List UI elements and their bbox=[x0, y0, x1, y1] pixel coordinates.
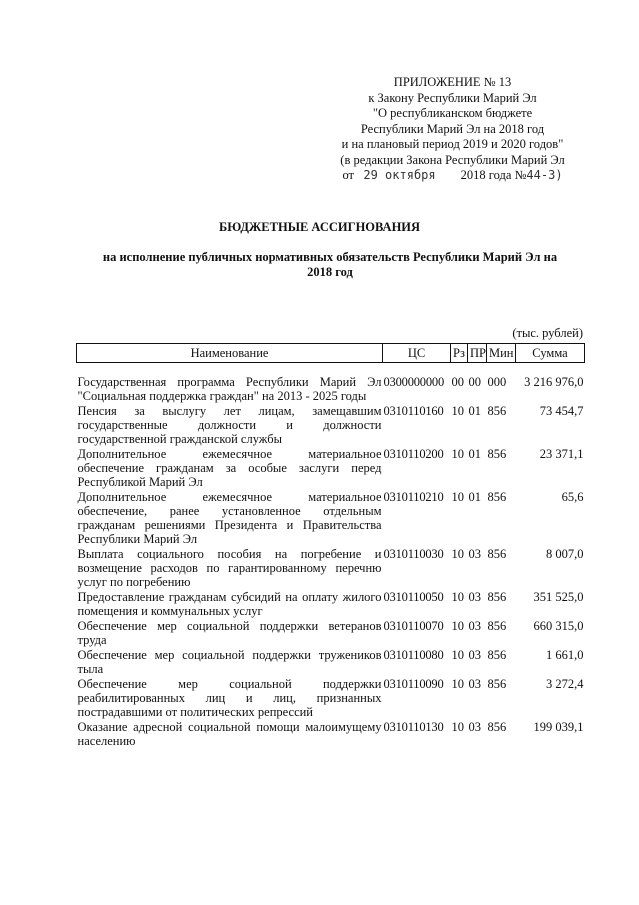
table-row bbox=[77, 363, 585, 405]
cell-cs: 0310110070 bbox=[383, 619, 444, 633]
cell-sum: 65,6 bbox=[561, 490, 584, 504]
header-name: Наименование bbox=[77, 344, 383, 363]
cell-cs: 0310110050 bbox=[383, 590, 444, 604]
cell-sum: 8 007,0 bbox=[546, 547, 584, 561]
appendix-line: к Закону Республики Марий Эл bbox=[368, 90, 537, 105]
cell-pr: 03 bbox=[468, 547, 481, 561]
cell-cs: 0310110030 bbox=[383, 547, 444, 561]
cell-pr: 01 bbox=[468, 404, 481, 418]
cell-sum: 23 371,1 bbox=[539, 447, 584, 461]
table-row bbox=[77, 490, 585, 547]
table-row bbox=[77, 590, 585, 619]
units-label: (тыс. рублей) bbox=[512, 326, 583, 340]
cell-pr: 00 bbox=[468, 375, 481, 389]
table-row bbox=[77, 648, 585, 677]
appendix-line: и на плановый период 2019 и 2020 годов" bbox=[341, 137, 564, 151]
cell-cs: 0310110160 bbox=[383, 404, 444, 418]
cell-sum: 199 039,1 bbox=[533, 720, 584, 734]
cell-name: Пенсия за выслугу лет лицам, замещавшим государственные должности и должности государственной гражданской службы bbox=[77, 404, 382, 446]
cell-rz: 10 bbox=[451, 619, 464, 633]
cell-pr: 03 bbox=[468, 648, 481, 662]
cell-cs: 0310110210 bbox=[383, 490, 444, 504]
cell-min: 856 bbox=[487, 547, 507, 561]
cell-rz: 10 bbox=[451, 590, 464, 604]
table-row bbox=[77, 677, 585, 720]
cell-min: 856 bbox=[487, 590, 507, 604]
header-sum: Сумма bbox=[516, 344, 585, 363]
cell-min: 856 bbox=[487, 677, 507, 691]
table-header-row bbox=[77, 344, 585, 363]
cell-name: Дополнительное ежемесячное материальное обеспечение гражданам за особые заслуги перед Республикой Марий Эл bbox=[77, 447, 382, 489]
cell-name: Обеспечение мер социальной поддержки реабилитированных лиц и лиц, признанных пострадавшими от политических репрессий bbox=[77, 677, 382, 719]
cell-pr: 03 bbox=[468, 720, 481, 734]
cell-pr: 03 bbox=[468, 619, 481, 633]
date-day: 29 октября bbox=[363, 168, 436, 182]
cell-cs: 0310110080 bbox=[383, 648, 444, 662]
cell-name: Предоставление гражданам субсидий на оплату жилого помещения и коммунальных услуг bbox=[77, 590, 382, 618]
cell-cs: 0310110200 bbox=[383, 447, 444, 461]
table-row bbox=[77, 447, 585, 490]
cell-cs: 0300000000 bbox=[383, 375, 445, 389]
cell-sum: 3 272,4 bbox=[546, 677, 584, 691]
appendix-date-line bbox=[330, 168, 575, 184]
cell-sum: 660 315,0 bbox=[533, 619, 584, 633]
cell-name: Оказание адресной социальной помощи малоимущему населению bbox=[77, 720, 382, 748]
cell-name: Обеспечение мер социальной поддержки тружеников тыла bbox=[77, 648, 382, 676]
appendix-block bbox=[330, 75, 575, 184]
cell-name: Выплата социального пособия на погребение и возмещение расходов по гарантированному перечню услуг по погребению bbox=[77, 547, 382, 589]
cell-rz: 00 bbox=[451, 375, 464, 389]
cell-min: 856 bbox=[487, 720, 507, 734]
appendix-line: "О республиканском бюджете bbox=[372, 106, 533, 120]
cell-name: Дополнительное ежемесячное материальное обеспечение, ранее установленное отдельным гражданам решениями Президента и Правительства Республики Марий Эл bbox=[77, 490, 382, 546]
cell-rz: 10 bbox=[451, 490, 464, 504]
cell-name: Обеспечение мер социальной поддержки ветеранов труда bbox=[77, 619, 382, 647]
table-body bbox=[77, 363, 585, 750]
cell-pr: 01 bbox=[468, 490, 481, 504]
cell-min: 856 bbox=[487, 619, 507, 633]
cell-rz: 10 bbox=[451, 547, 464, 561]
appendix-line: ПРИЛОЖЕНИЕ № 13 bbox=[393, 75, 512, 89]
appendix-line: (в редакции Закона Республики Марий Эл bbox=[340, 152, 565, 167]
header-rz: Рз bbox=[451, 344, 468, 363]
header-min: Мин bbox=[487, 344, 516, 363]
cell-sum: 1 661,0 bbox=[546, 648, 584, 662]
date-year: 2018 года № bbox=[460, 168, 527, 182]
document-subtitle: на исполнение публичных нормативных обязательств Республики Марий Эл на 2018 год bbox=[102, 250, 558, 279]
table-row bbox=[77, 619, 585, 648]
cell-rz: 10 bbox=[451, 447, 464, 461]
cell-sum: 351 525,0 bbox=[533, 590, 584, 604]
cell-min: 856 bbox=[487, 447, 507, 461]
cell-name: Государственная программа Республики Марий Эл "Социальная поддержка граждан" на 2013 - 2025 годы bbox=[77, 375, 382, 403]
cell-pr: 01 bbox=[468, 447, 481, 461]
cell-rz: 10 bbox=[451, 677, 464, 691]
cell-rz: 10 bbox=[451, 404, 464, 418]
header-pr: ПР bbox=[468, 344, 487, 363]
appendix-line: Республики Марий Эл на 2018 год bbox=[360, 121, 545, 136]
cell-rz: 10 bbox=[451, 720, 464, 734]
cell-min: 856 bbox=[487, 648, 507, 662]
table-row bbox=[77, 404, 585, 447]
cell-rz: 10 bbox=[451, 648, 464, 662]
cell-min: 856 bbox=[487, 404, 507, 418]
cell-sum: 73 454,7 bbox=[539, 404, 584, 418]
document-title: БЮДЖЕТНЫЕ АССИГНОВАНИЯ bbox=[218, 220, 421, 234]
allocations-table bbox=[76, 343, 585, 749]
cell-pr: 03 bbox=[468, 677, 481, 691]
header-cs: ЦС bbox=[383, 344, 451, 363]
cell-min: 000 bbox=[487, 375, 507, 389]
cell-sum: 3 216 976,0 bbox=[524, 375, 584, 389]
cell-cs: 0310110090 bbox=[383, 677, 444, 691]
table-row bbox=[77, 547, 585, 590]
table-row bbox=[77, 720, 585, 749]
cell-pr: 03 bbox=[468, 590, 481, 604]
date-prefix: от bbox=[342, 168, 354, 182]
date-number: 44-З) bbox=[526, 168, 563, 182]
cell-cs: 0310110130 bbox=[383, 720, 444, 734]
cell-min: 856 bbox=[487, 490, 507, 504]
